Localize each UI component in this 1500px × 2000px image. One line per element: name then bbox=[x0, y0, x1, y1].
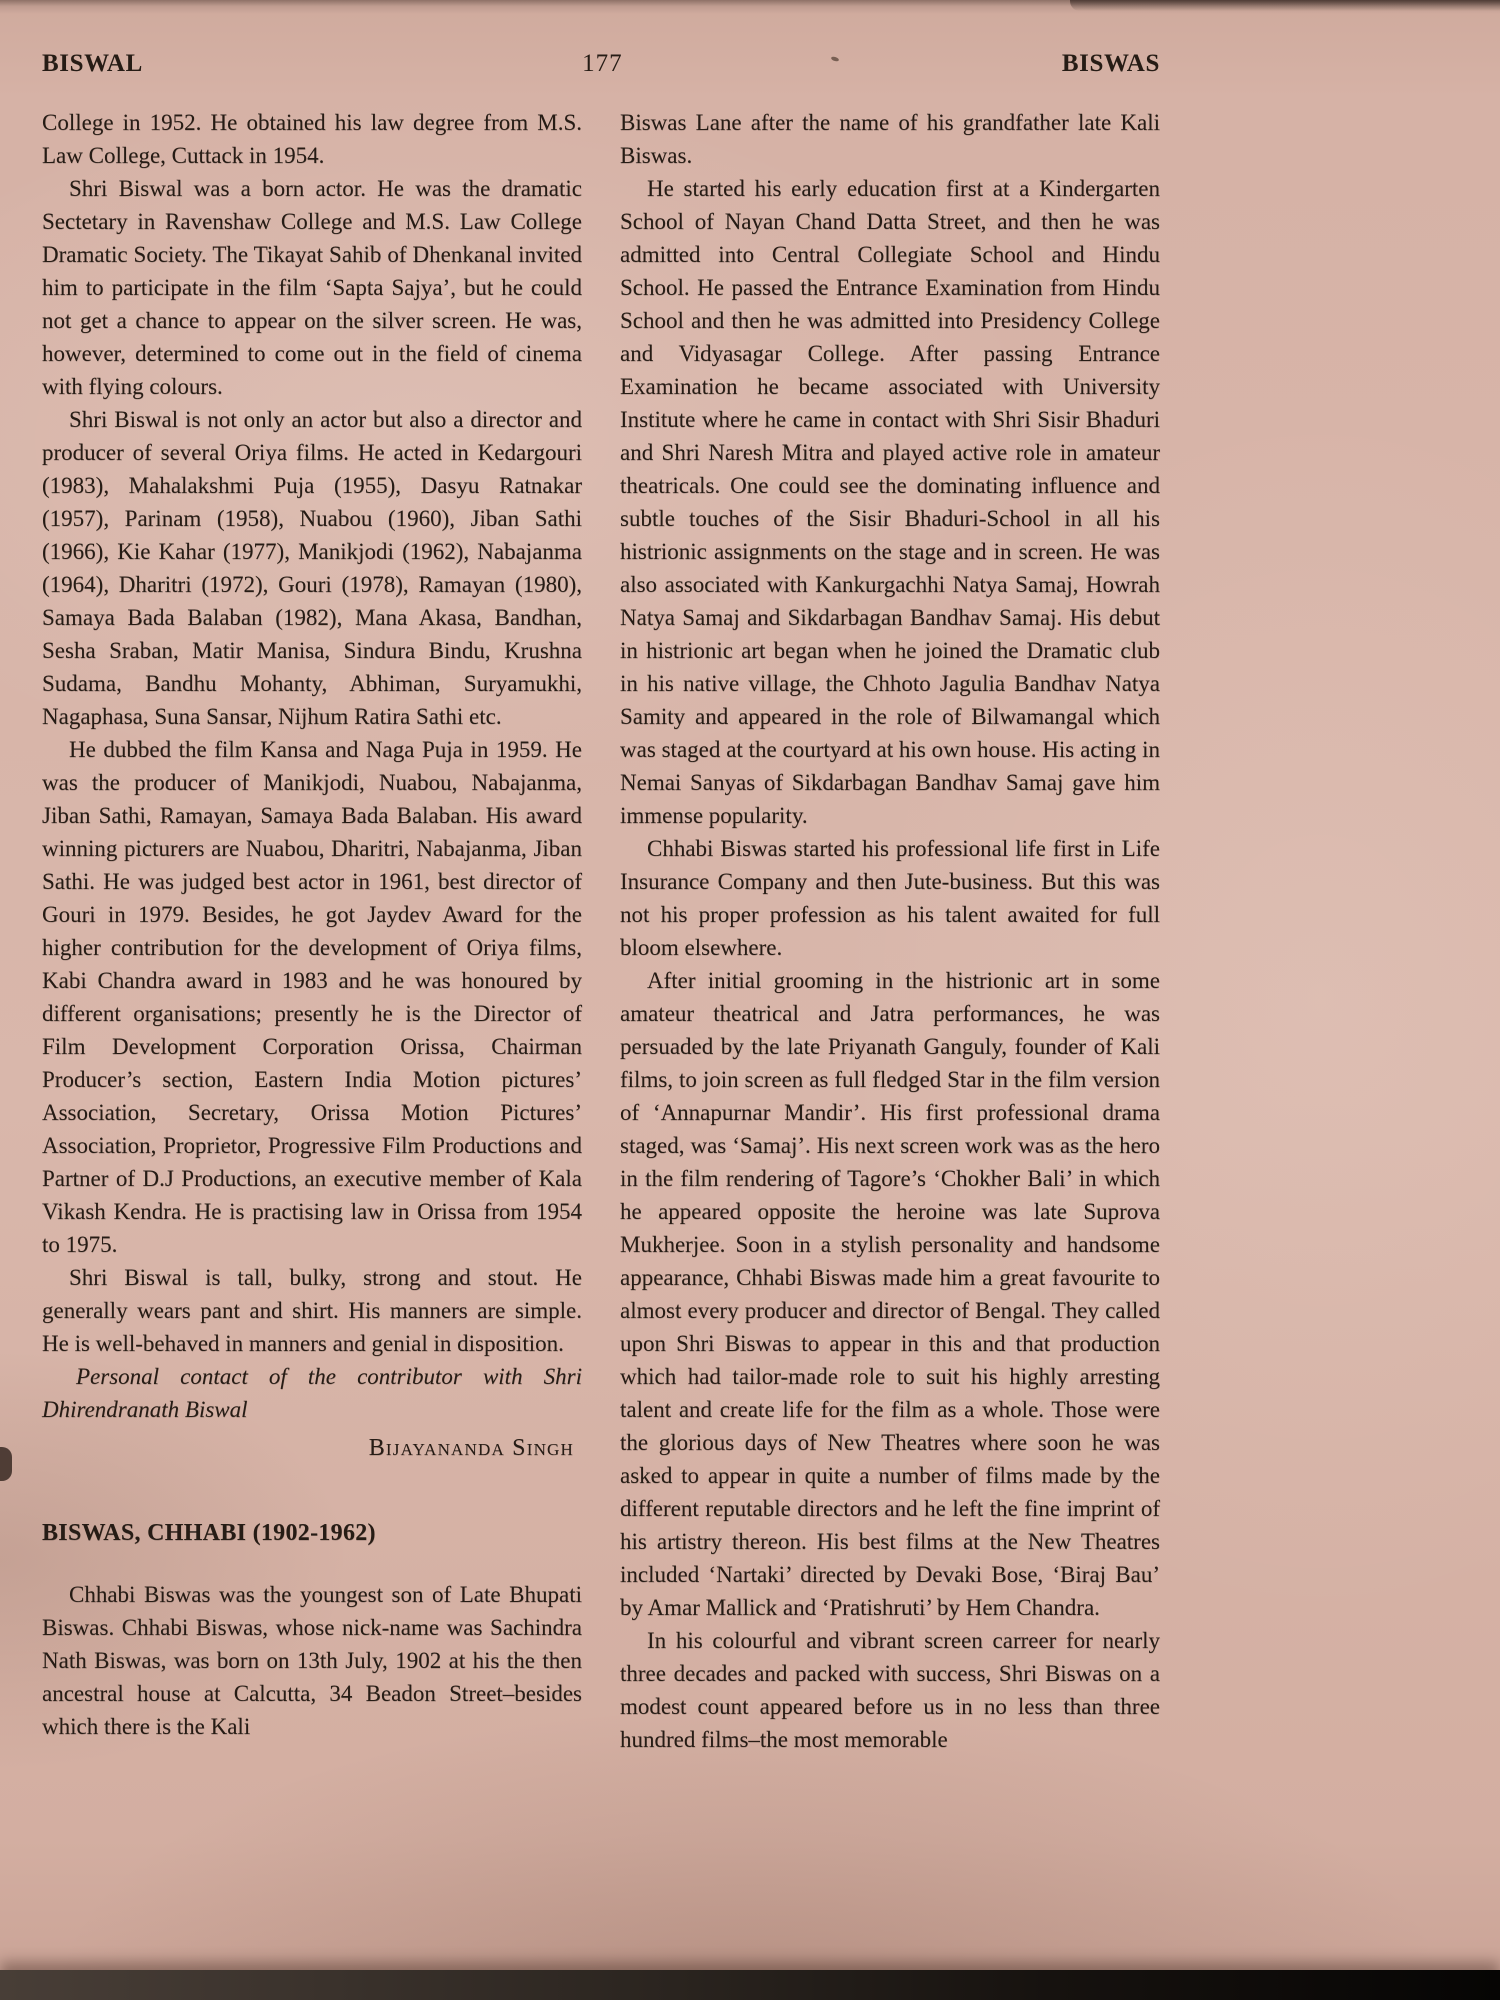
paragraph: Chhabi Biswas started his professional life first in Life Insurance Company and then Jute-business. But this was not his proper profession as his talent awaited for full bloom elsewhere. bbox=[620, 836, 1160, 960]
paragraph: Shri Biswal is not only an actor but also a director and producer of several Oriya films. He acted in Kedargouri (1983), Mahalakshmi Puja (1955), Dasyu Ratnakar (1957), Parinam (1958), Nuabou (1960), Jiban Sathi (1966), Kie Kahar (1977), Manikjodi (1962), Nabajanma (1964), Dharitri (1972), Gouri (1978), Ramayan (1980), Samaya Bada Balaban (1982), Mana Akasa, Bandhan, Sesha Sraban, Matir Manisa, Sindura Bindu, Krushna Sudama, Bandhu Mohanty, Abhiman, Suryamukhi, Nagaphasa, Suna Sansar, Nijhum Ratira Sathi etc. bbox=[42, 407, 582, 729]
paragraph: After initial grooming in the histrionic art in some amateur theatrical and Jatra performances, he was persuaded by the late Priyanath Ganguly, founder of Kali films, to join screen as full fledged Star in the film version of ‘Annapurnar Mandir’. His first professional drama staged, was ‘Samaj’. His next screen work was as the hero in the film rendering of Tagore’s ‘Chokher Bali’ in which he appeared opposite the heroine was late Suprova Mukherjee. Soon in a stylish personality and handsome appearance, Chhabi Biswas made him a great favourite to almost every producer and director of Bengal. They called upon Shri Biswas to appear in this and that production which had tailor-made role to suit his highly arresting talent and create life for the film as a whole. Those were the glorious days of New Theatres where soon he was asked to appear in quite a number of films made by the different reputable directors and he left the fine imprint of his artistry thereon. His best films at the New Theatres included ‘Nartaki’ directed by Devaki Bose, ‘Biraj Bau’ by Amar Mallick and ‘Pratishruti’ by Hem Chandra. bbox=[620, 968, 1160, 1620]
paragraph: He started his early education first at a Kindergarten School of Nayan Chand Datta Street, and then he was admitted into Central Collegiate School and Hindu School. He passed the Entrance Examination from Hindu School and then he was admitted into Presidency College and Vidyasagar College. After passing Entrance Examination he became associated with University Institute where he came in contact with Shri Sisir Bhaduri and Shri Naresh Mitra and played active role in amateur theatricals. One could see the dominating influence and subtle touches of the Sisir Bhaduri-School in all his histrionic assignments on the stage and in screen. He was also associated with Kankurgachhi Natya Samaj, Howrah Natya Samaj and Sikdarbagan Bandhav Samaj. His debut in histrionic art began when he joined the Dramatic club in his native village, the Chhoto Jagulia Bandhav Natya Samity and appeared in the role of Bilwamangal which was staged at the courtyard at his own house. His acting in Nemai Sanyas of Sikdarbagan Bandhav Samaj gave him immense popularity. bbox=[620, 176, 1160, 828]
contributor-note: Personal contact of the contributor with Shri Dhirendranath Biswal bbox=[42, 1364, 582, 1422]
column-left bbox=[42, 106, 582, 1756]
paragraph: Shri Biswal is tall, bulky, strong and stout. He generally wears pant and shirt. His manners are simple. He is well-behaved in manners and genial in disposition. bbox=[42, 1265, 582, 1356]
scan-edge-top-right bbox=[1070, 0, 1500, 11]
scan-edge-bottom bbox=[0, 1970, 1500, 2000]
paragraph: Chhabi Biswas was the youngest son of Late Bhupati Biswas. Chhabi Biswas, whose nick-name was Sachindra Nath Biswas, was born on 13th July, 1902 at his the then ancestral house at Calcutta, 34 Beadon Street–besides which there is the Kali bbox=[42, 1582, 582, 1739]
page-number: 177 bbox=[582, 50, 623, 77]
paragraph-continuation: College in 1952. He obtained his law degree from M.S. Law College, Cuttack in 1954. bbox=[42, 110, 582, 168]
contributor-signature: Bijayananda Singh bbox=[368, 1435, 574, 1461]
entry-heading-years: (1902-1962) bbox=[252, 1520, 376, 1546]
scan-mark-left-edge bbox=[0, 1447, 12, 1481]
text-columns bbox=[42, 106, 1160, 1756]
running-head-right: BISWAS bbox=[1061, 50, 1160, 77]
paragraph-continuation: Biswas Lane after the name of his grandfather late Kali Biswas. bbox=[620, 110, 1160, 168]
paragraph: Shri Biswal was a born actor. He was the dramatic Sectetary in Ravenshaw College and M.S. Law College Dramatic Society. The Tikayat Sahib of Dhenkanal invited him to participate in the film ‘Sapta Sajya’, but he could not get a chance to appear on the silver screen. He was, however, determined to come out in the field of cinema with flying colours. bbox=[42, 176, 582, 399]
column-right bbox=[620, 106, 1160, 1756]
entry-heading bbox=[42, 1517, 582, 1550]
paragraph: In his colourful and vibrant screen carreer for nearly three decades and packed with success, Shri Biswas on a modest count appeared before us in no less than three hundred films–the most memorable bbox=[620, 1628, 1160, 1752]
running-head bbox=[42, 50, 1160, 78]
running-head-left: BISWAL bbox=[42, 50, 143, 77]
entry-heading-name: BISWAS, CHHABI bbox=[42, 1520, 247, 1546]
paragraph: He dubbed the film Kansa and Naga Puja in 1959. He was the producer of Manikjodi, Nuabou, Nabajanma, Jiban Sathi, Ramayan, Samaya Bada Balaban. His award winning picturers are Nuabou, Dharitri, Nabajanma, Jiban Sathi. He was judged best actor in 1961, best director of Gouri in 1979. Besides, he got Jaydev Award for the higher contribution for the development of Oriya films, Kabi Chandra award in 1983 and he was honoured by different organisations; presently he is the Director of Film Development Corporation Orissa, Chairman Producer’s section, Eastern India Motion pictures’ Association, Secretary, Orissa Motion Pictures’ Association, Proprietor, Progressive Film Productions and Partner of D.J Productions, an executive member of Kala Vikash Kendra. He is practising law in Orissa from 1954 to 1975. bbox=[42, 737, 582, 1257]
